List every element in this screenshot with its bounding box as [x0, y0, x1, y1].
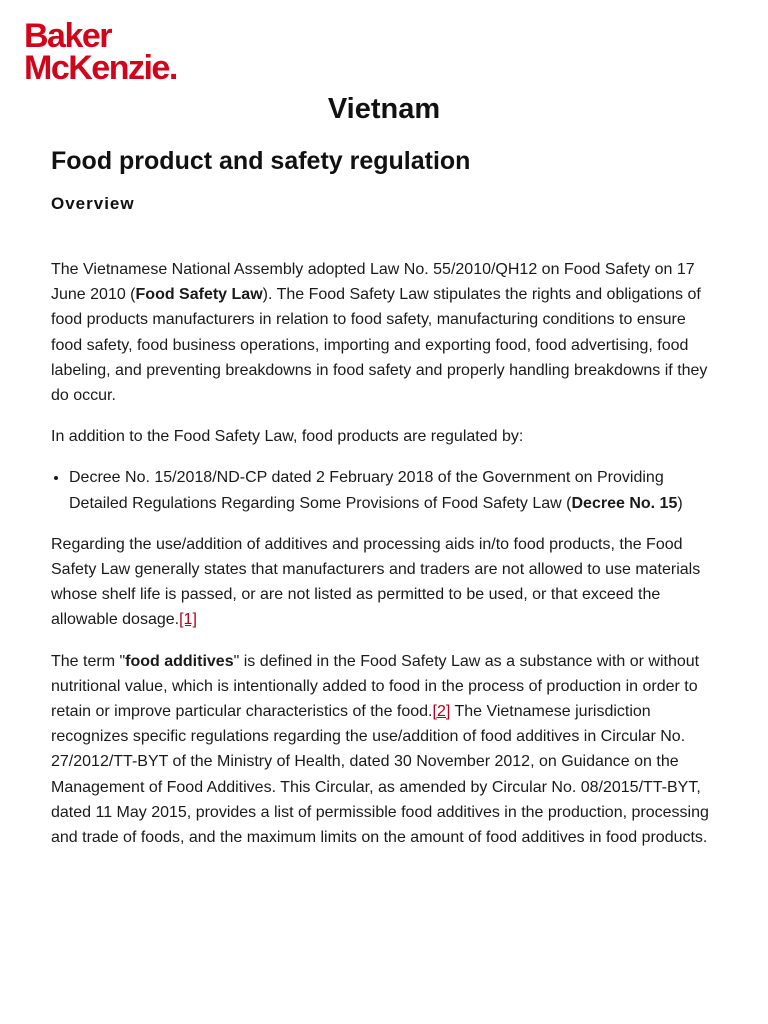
section-heading: Overview	[51, 194, 135, 213]
baker-mckenzie-logo[interactable]	[24, 17, 177, 87]
logo-name: McKenzie	[24, 49, 169, 87]
regulation-list	[51, 465, 719, 515]
li-text-a: Decree No. 15/2018/ND-CP dated 2 February 2018 of the Government on Providing Detailed Regulations Regarding Some Provisions of Food Safety Law (	[69, 469, 664, 512]
p1-text-a: The Vietnamese National Assembly adopted Law No. 55/2010/QH12 on Food Safety on 17 June 2010 (	[51, 261, 695, 304]
country-heading: Vietnam	[327, 93, 441, 125]
p4-text-a: The term "	[51, 652, 126, 670]
paragraph-food-safety-law	[51, 257, 719, 408]
footnote-link-2[interactable]: [2]	[432, 703, 451, 721]
p4-text-d: The Vietnamese jurisdiction recognizes specific regulations regarding the use/addition of food additives in Circular No. 27/2012/TT-BYT of the Ministry of Health, dated 30 November 2012, on Guidance on the Management of Food Additives. This Circular, as amended by Circular No. 08/2015/TT-BYT, dated 11 May 2015, provides a list of permissible food additives in the production, processing and trade of foods, and the maximum limits on the amount of food additives in food products.	[51, 703, 709, 847]
document-body	[51, 257, 719, 866]
p1-bold: Food Safety Law	[135, 286, 263, 304]
logo-line-1: Baker	[24, 17, 112, 55]
li-text-c: )	[677, 494, 683, 512]
list-item	[69, 465, 719, 515]
p4-bold: food additives	[125, 652, 234, 670]
logo-dot: .	[168, 49, 177, 87]
logo-line-2	[24, 49, 177, 87]
page-title: Food product and safety regulation	[51, 147, 471, 175]
p1-text-c: ). The Food Safety Law stipulates the rights and obligations of food products manufacturers in relation to food safety, manufacturing conditions to ensure food safety, food business operations, importing and exporting food, food advertising, food labeling, and preventing breakdowns in food safety and properly handling breakdowns if they do occur.	[51, 286, 708, 405]
p3-text: Regarding the use/addition of additives and processing aids in/to food products, the Food Safety Law generally states that manufacturers and traders are not allowed to use materials whose shelf life is passed, or are not listed as permitted to be used, or that exceed the allowable dosage.	[51, 535, 701, 629]
paragraph-additives-use	[51, 532, 719, 633]
paragraph-regulated-by: In addition to the Food Safety Law, food products are regulated by:	[51, 428, 524, 446]
footnote-link-1[interactable]: [1]	[179, 611, 197, 629]
p4-text-c: " is defined in the Food Safety Law as a substance with or without nutritional value, which is intentionally added to food in the process of production in order to retain or improve particular characteristics of the food.	[51, 652, 700, 721]
paragraph-food-additives-definition	[51, 649, 719, 851]
li-bold: Decree No. 15	[571, 494, 678, 512]
